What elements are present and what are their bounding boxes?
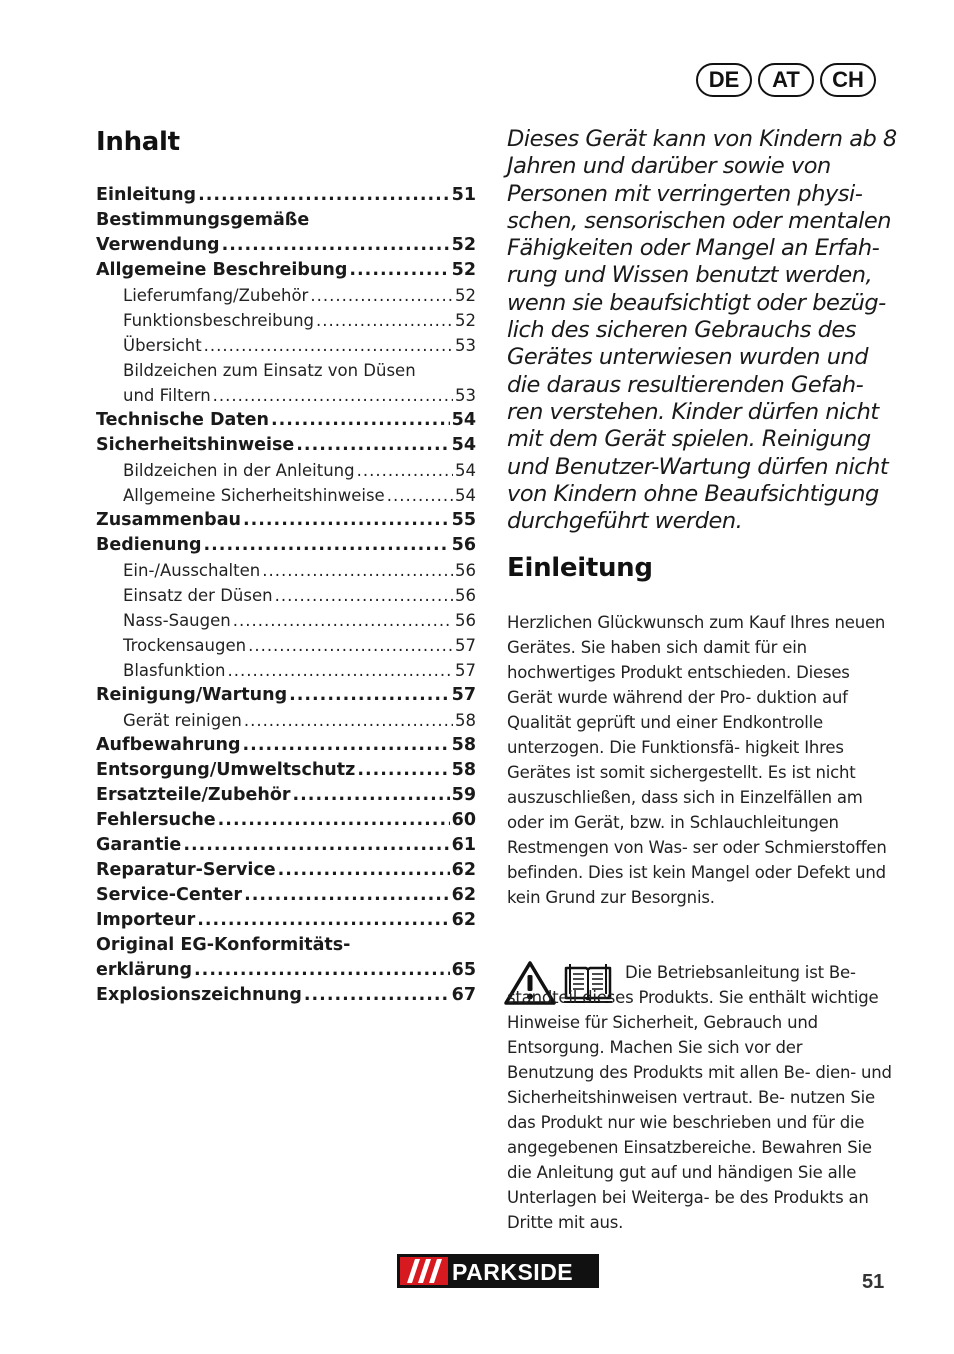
toc-entry-page: 57 [455,636,476,655]
table-of-contents [96,183,476,1008]
toc-entry-page: 57 [455,661,476,680]
toc-entry-page: 52 [455,286,476,305]
toc-entry-label: Funktionsbeschreibung [123,311,315,330]
toc-entry-label: Allgemeine Beschreibung [96,260,348,280]
toc-entry [96,658,476,683]
toc-entry-page: 58 [451,735,476,755]
toc-leader-dots [198,183,450,208]
toc-leader-dots [218,808,450,833]
toc-entry-label: Reinigung/Wartung [96,685,288,705]
toc-entry [96,858,476,883]
toc-title: Inhalt [96,127,180,157]
toc-entry-label: erklärung [96,960,193,980]
brand-wordmark: PARKSIDE [452,1259,574,1285]
toc-entry [96,983,476,1008]
toc-entry-label: Trockensaugen [123,636,247,655]
toc-entry [96,833,476,858]
toc-entry-label: Importeur [96,910,196,930]
toc-leader-dots [289,683,450,708]
toc-leader-dots [243,508,450,533]
toc-entry-page: 59 [451,785,476,805]
toc-entry-label: Einsatz der Düsen [123,586,273,605]
toc-leader-dots [197,908,449,933]
toc-leader-dots [310,283,453,308]
toc-leader-dots [244,708,453,733]
toc-entry [96,183,476,208]
toc-entry-label: und Filtern [123,386,211,405]
toc-entry-page: 62 [451,860,476,880]
toc-entry [96,483,476,508]
toc-entry-page: 62 [451,910,476,930]
intro-heading: Einleitung [507,553,653,583]
toc-entry-page: 51 [451,185,476,205]
toc-leader-dots [222,233,450,258]
toc-entry-label: Garantie [96,835,182,855]
toc-entry [96,258,476,283]
toc-entry-label: Einleitung [96,185,197,205]
toc-entry [96,733,476,758]
toc-entry [96,933,476,958]
toc-entry [96,433,476,458]
toc-leader-dots [233,608,453,633]
toc-entry-page: 52 [455,311,476,330]
toc-entry-page: 52 [451,260,476,280]
toc-entry [96,883,476,908]
toc-leader-dots [213,383,453,408]
toc-entry [96,533,476,558]
page-number: 51 [862,1271,885,1293]
toc-entry-page: 56 [455,561,476,580]
toc-entry-label: Bildzeichen in der Anleitung [123,461,355,480]
toc-entry-label: Bedienung [96,535,202,555]
toc-leader-dots [349,258,449,283]
toc-entry-label: Sicherheitshinweise [96,435,295,455]
toc-entry-label: Aufbewahrung [96,735,241,755]
toc-entry-label: Zusammenbau [96,510,241,530]
toc-entry-label: Bildzeichen zum Einsatz von Düsen [123,361,416,380]
toc-entry-page: 65 [451,960,476,980]
toc-entry-page: 52 [451,235,476,255]
toc-entry-page: 60 [451,810,476,830]
toc-entry [96,283,476,308]
toc-leader-dots [194,958,450,983]
toc-entry [96,633,476,658]
toc-leader-dots [204,533,450,558]
toc-entry-page: 53 [455,336,476,355]
toc-entry-page: 58 [451,760,476,780]
toc-leader-dots [248,633,453,658]
toc-entry [96,408,476,433]
toc-leader-dots [357,458,453,483]
toc-entry-page: 56 [455,586,476,605]
toc-entry-page: 58 [455,711,476,730]
toc-entry-label: Technische Daten [96,410,270,430]
toc-entry [96,458,476,483]
toc-entry [96,308,476,333]
toc-leader-dots [271,408,450,433]
toc-entry-label: Reparatur-Service [96,860,276,880]
toc-entry [96,683,476,708]
toc-leader-dots [262,558,453,583]
toc-entry-label: Explosionszeichnung [96,985,302,1005]
toc-entry-page: 61 [451,835,476,855]
toc-leader-dots [244,883,450,908]
toc-leader-dots [304,983,450,1008]
country-badge-de: DE [696,63,752,97]
toc-leader-dots [278,858,450,883]
toc-entry [96,708,476,733]
toc-entry-page: 54 [455,486,476,505]
toc-leader-dots [316,308,453,333]
toc-entry-label: Ersatzteile/Zubehör [96,785,291,805]
toc-entry-label: Service-Center [96,885,243,905]
toc-entry [96,908,476,933]
toc-leader-dots [296,433,449,458]
toc-entry-page: 67 [451,985,476,1005]
toc-entry-label: Ein-/Ausschalten [123,561,261,580]
toc-entry-page: 56 [451,535,476,555]
intro-paragraph: Herzlichen Glückwunsch zum Kauf Ihres neuen Gerätes. Sie haben sich damit für ein hochwertiges Produkt entschieden. Dieses Gerät wurde während der Pro- duktion auf Qualität geprüft und einer Endkontrolle unterzogen. Die Funktionsfä- higkeit Ihres Gerätes ist somit sichergestellt. Es ist nicht auszuschließen, dass sich in Einzelfällen am oder im Gerät, bzw. in Schlauchleitungen Restmengen von Was- ser oder Schmierstoffen befinden. Dies ist kein Mangel oder Defekt und kein Grund zur Besorgnis. [507,613,887,907]
toc-leader-dots [204,333,453,358]
toc-entry-page: 54 [451,410,476,430]
toc-entry-page: 56 [455,611,476,630]
toc-entry [96,358,476,383]
toc-entry-label: Bestimmungsgemäße [96,210,310,230]
toc-leader-dots [183,833,449,858]
toc-entry [96,583,476,608]
toc-entry-label: Verwendung [96,235,220,255]
toc-entry-label: Übersicht [123,336,202,355]
toc-entry-page: 55 [451,510,476,530]
toc-entry [96,808,476,833]
toc-entry [96,783,476,808]
toc-entry-label: Fehlersuche [96,810,216,830]
country-badge-at: AT [758,63,814,97]
toc-entry-label: Gerät reinigen [123,711,242,730]
toc-entry-page: 57 [451,685,476,705]
toc-leader-dots [228,658,454,683]
country-badges [696,63,876,97]
child-safety-notice: Dieses Gerät kann von Kindern ab 8 Jahren und darüber sowie von Personen mit verringerten physi- schen, sensorischen oder mentalen Fähigkeiten oder Mangel an Erfah- rung und Wissen benutzt werden, wenn sie beaufsichtigt oder bezüg- lich des sicheren Gebrauchs des Gerätes unterwiesen wurden und die daraus resultierenden Gefah- ren verstehen. Kinder dürfen nicht mit dem Gerät spielen. Reinigung und Benutzer-Wartung dürfen nicht von Kindern ohne Beaufsichtigung durchgeführt werden. [507,126,897,535]
parkside-logo [397,1254,599,1292]
toc-entry [96,333,476,358]
toc-entry-label: Lieferumfang/Zubehör [123,286,309,305]
toc-entry [96,758,476,783]
toc-leader-dots [293,783,450,808]
toc-entry-label: Blasfunktion [123,661,226,680]
toc-entry [96,508,476,533]
toc-leader-dots [275,583,453,608]
toc-entry-page: 54 [451,435,476,455]
country-badge-ch: CH [820,63,876,97]
toc-leader-dots [387,483,453,508]
toc-leader-dots [357,758,449,783]
toc-entry-page: 54 [455,461,476,480]
toc-entry-page: 62 [451,885,476,905]
toc-entry-label: Entsorgung/Umweltschutz [96,760,356,780]
toc-entry [96,958,476,983]
toc-entry-label: Original EG-Konformitäts- [96,935,351,955]
toc-entry-page: 53 [455,386,476,405]
toc-entry-label: Allgemeine Sicherheitshinweise [123,486,385,505]
toc-entry [96,233,476,258]
manual-note: Die Betriebsanleitung ist Be- standteil dieses Produkts. Sie enthält wichtige Hinweise für Sicherheit, Gebrauch und Entsorgung. Machen Sie sich vor der Benutzung des Produkts mit allen Be- dien- und Sicherheitshinweisen vertraut. Be- nutzen Sie das Produkt nur wie beschrieben und für die angegebenen Einsatzbereiche. Bewahren Sie die Anleitung gut auf und händigen Sie alle Unterlagen bei Weiterga- be des Produkts an Dritte mit aus. [507,963,892,1232]
toc-entry [96,208,476,233]
toc-entry [96,608,476,633]
toc-entry [96,383,476,408]
toc-entry [96,558,476,583]
toc-leader-dots [243,733,450,758]
toc-entry-label: Nass-Saugen [123,611,231,630]
